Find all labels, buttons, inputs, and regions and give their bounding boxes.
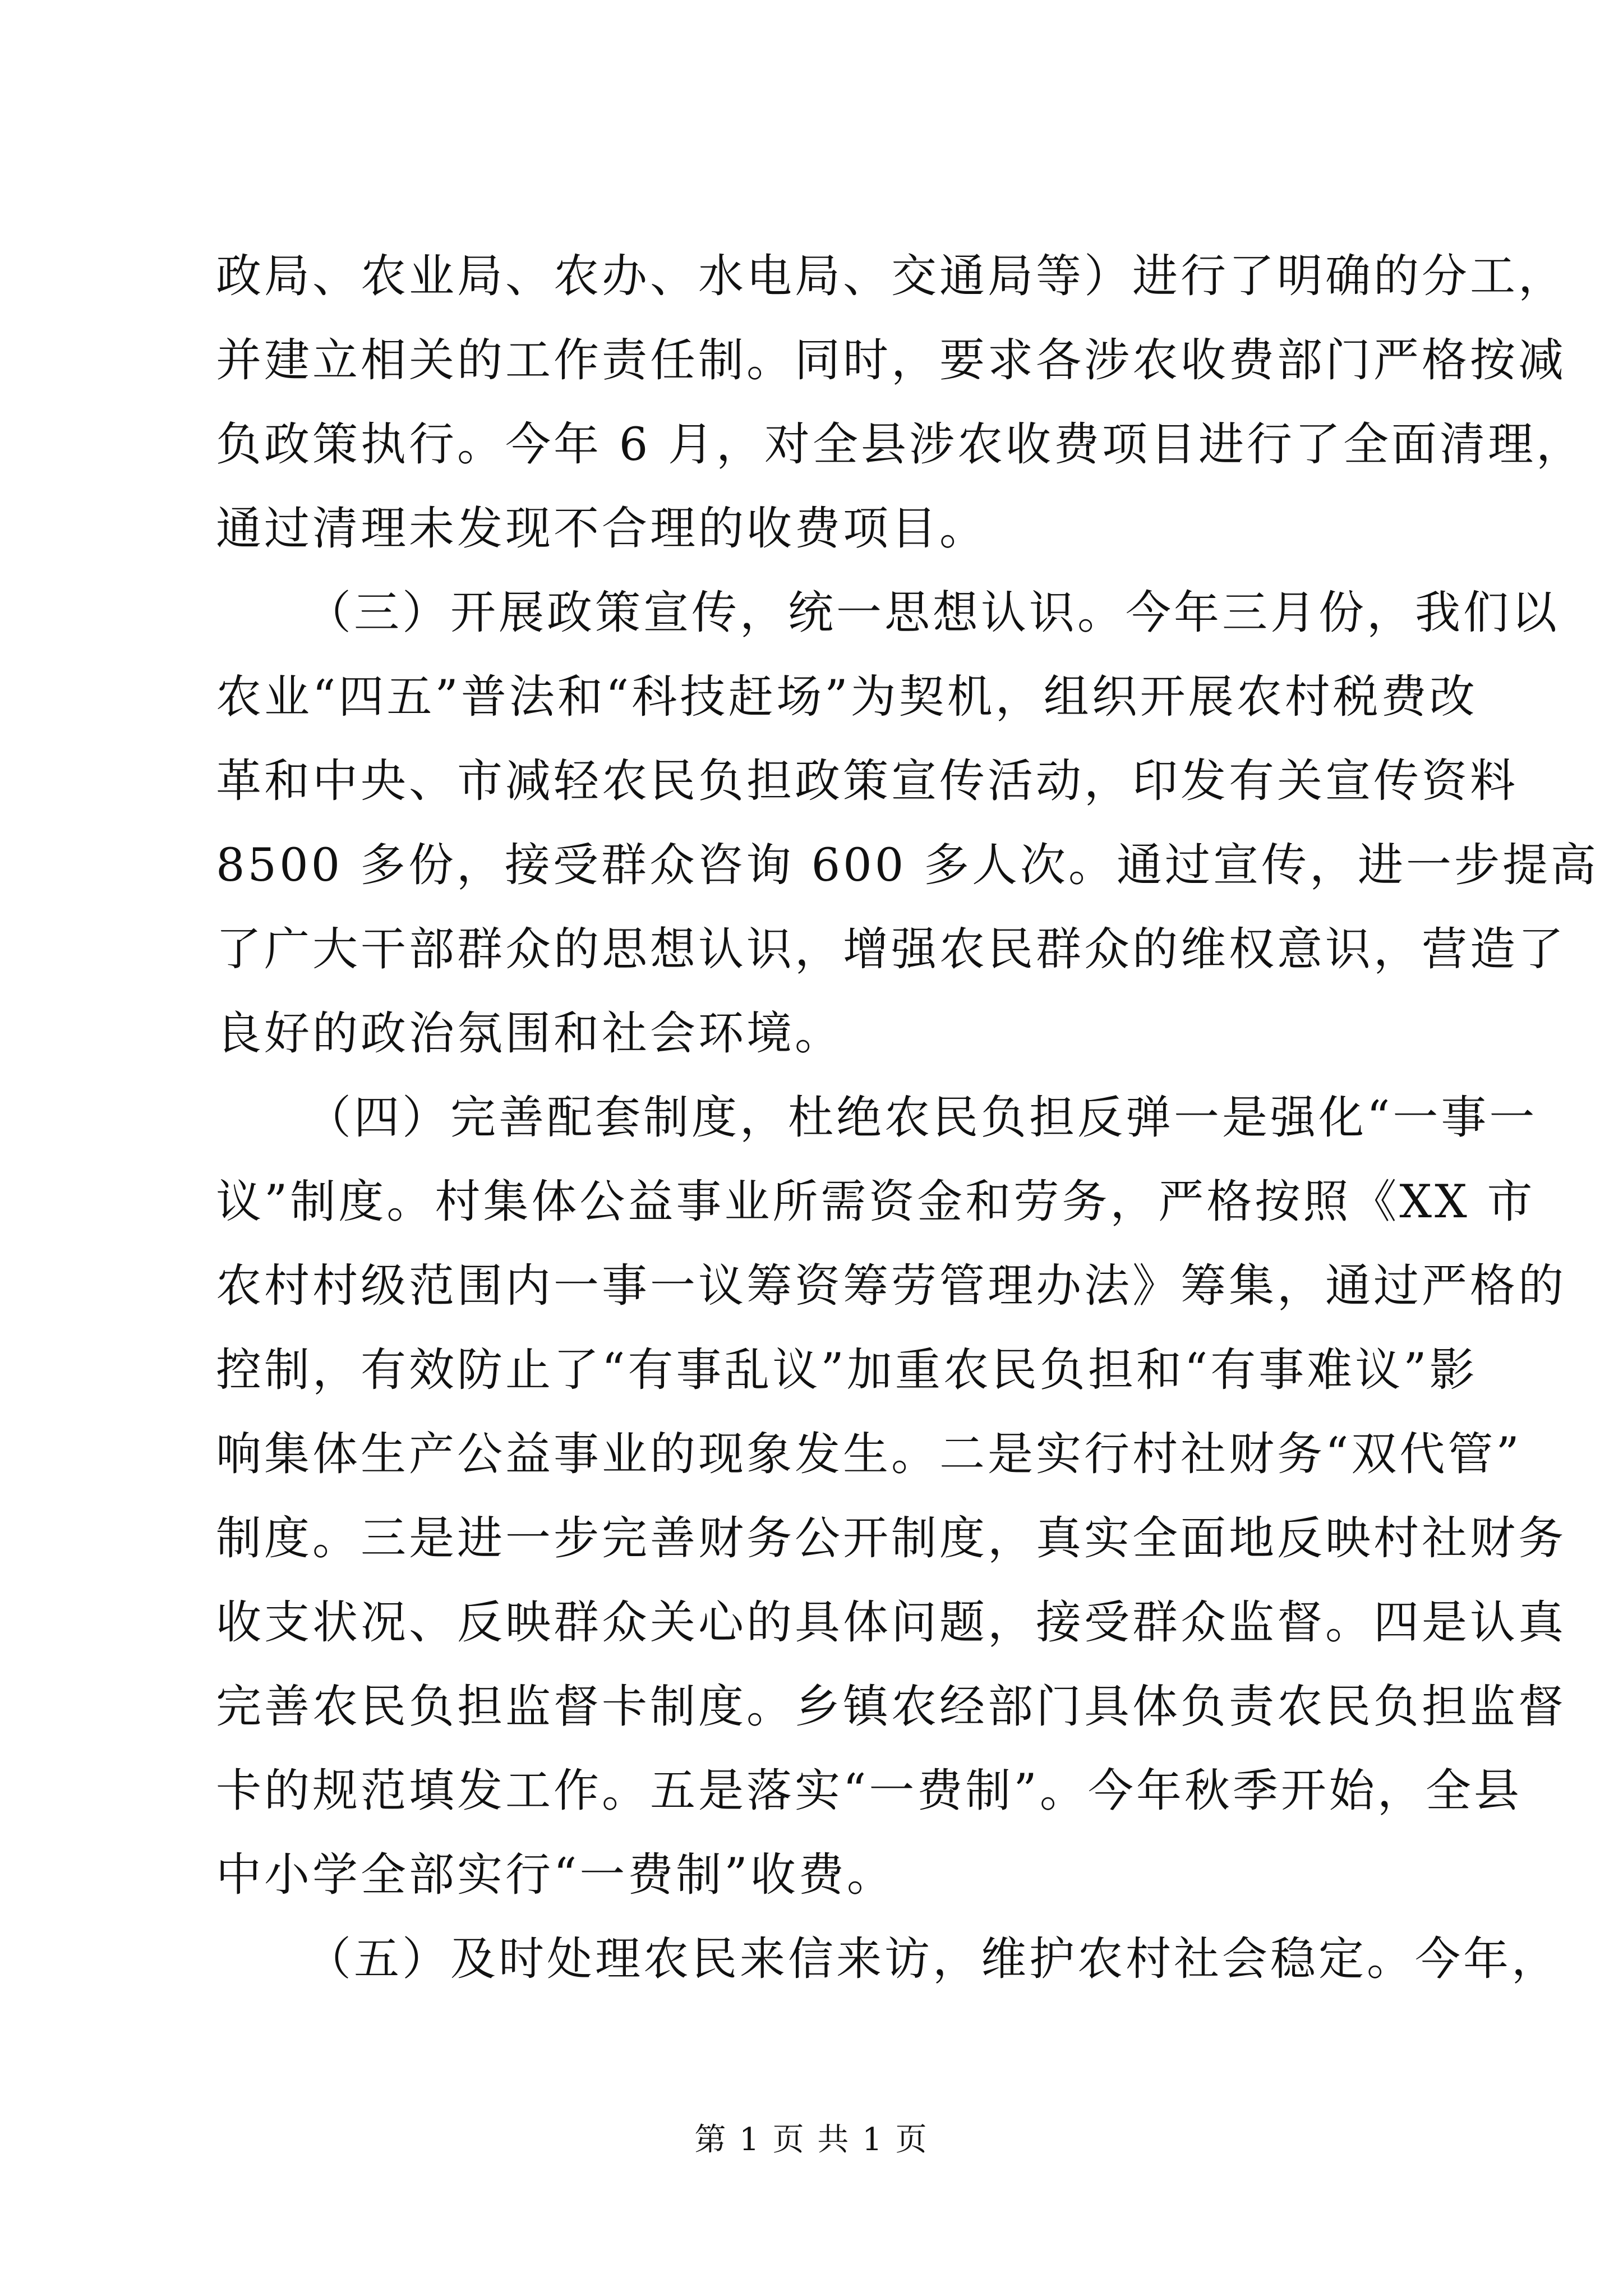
text-line: 农村村级范围内一事一议筹资筹劳管理办法》筹集，通过严格的 bbox=[216, 1260, 1567, 1313]
text-line: 革和中央、市减轻农民负担政策宣传活动，印发有关宣传资料 bbox=[216, 755, 1519, 808]
text-line: 控制，有效防止了“有事乱议”加重农民负担和“有事难议”影 bbox=[216, 1344, 1478, 1397]
paragraph-start-line: （三）开展政策宣传，统一思想认识。今年三月份，我们以 bbox=[306, 587, 1560, 639]
text-line: 完善农民负担监督卡制度。乡镇农经部门具体负责农民负担监督 bbox=[216, 1681, 1567, 1733]
text-line: 了广大干部群众的思想认识，增强农民群众的维权意识，营造了 bbox=[216, 923, 1567, 976]
paragraph-start-line: （五）及时处理农民来信来访，维护农村社会稳定。今年， bbox=[306, 1933, 1560, 1986]
text-line: 中小学全部实行“一费制”收费。 bbox=[216, 1849, 895, 1902]
text-line: 并建立相关的工作责任制。同时，要求各涉农收费部门严格按减 bbox=[216, 334, 1567, 387]
text-line: 负政策执行。今年 6 月，对全县涉农收费项目进行了全面清理， bbox=[216, 418, 1585, 471]
text-line: 制度。三是进一步完善财务公开制度，真实全面地反映村社财务 bbox=[216, 1512, 1567, 1565]
text-line: 响集体生产公益事业的现象发生。二是实行村社财务“双代管” bbox=[216, 1428, 1522, 1481]
text-line: 农业“四五”普法和“科技赶场”为契机，组织开展农村税费改 bbox=[216, 671, 1478, 724]
text-line: 收支状况、反映群众关心的具体问题，接受群众监督。四是认真 bbox=[216, 1596, 1567, 1649]
text-line: 卡的规范填发工作。五是落实“一费制”。今年秋季开始，全县 bbox=[216, 1765, 1522, 1818]
text-line: 政局、农业局、农办、水电局、交通局等）进行了明确的分工， bbox=[216, 250, 1567, 303]
text-line: 议”制度。村集体公益事业所需资金和劳务，严格按照《XX 市 bbox=[216, 1176, 1536, 1228]
text-line: 8500 多份，接受群众咨询 600 多人次。通过宣传，进一步提高 bbox=[216, 839, 1599, 892]
page-number-footer: 第 1 页 共 1 页 bbox=[694, 2122, 929, 2158]
text-line: 良好的政治氛围和社会环境。 bbox=[216, 1007, 843, 1060]
paragraph-start-line: （四）完善配套制度，杜绝农民负担反弹一是强化“一事一 bbox=[306, 1092, 1538, 1144]
text-line: 通过清理未发现不合理的收费项目。 bbox=[216, 503, 988, 555]
